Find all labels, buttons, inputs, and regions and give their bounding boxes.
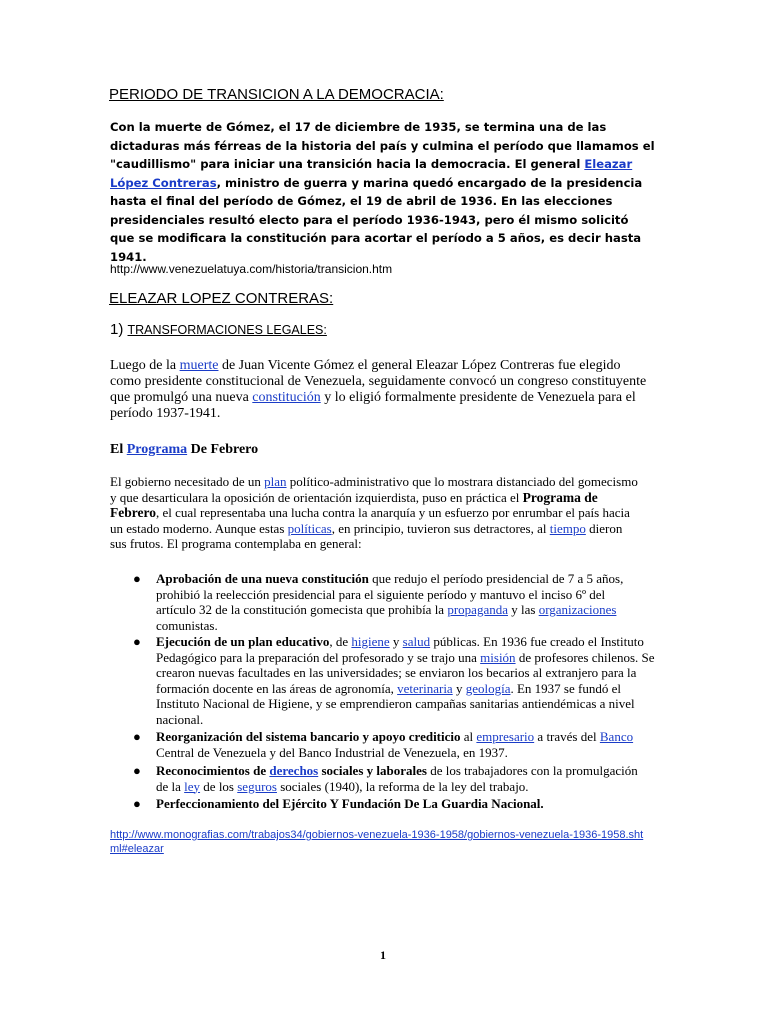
link-tiempo[interactable]: tiempo [549,520,586,536]
link-plan[interactable]: plan [264,474,287,489]
link-derechos[interactable]: derechos [269,763,319,778]
bullet-icon: ● [133,571,141,586]
link-geologia[interactable]: geología [465,680,511,696]
source-url-monografias[interactable]: http://www.monografias.com/trabajos34/gobiernos-venezuela-1936-1958/gobiernos-venezuela-1936-1958.shtml#eleazar [110,829,644,855]
link-empresario[interactable]: empresario [476,729,535,744]
link-eleazar-lopez-contreras[interactable]: Eleazar López Contreras [110,157,633,190]
link-politicas[interactable]: políticas [287,520,332,536]
link-mision[interactable]: misión [480,649,516,665]
link-banco[interactable]: Banco [599,729,634,744]
bullet-item-ejercito: ● Perfeccionamiento del Ejército Y Fundación De La Guardia Nacional. [133,796,544,811]
link-higiene[interactable]: higiene [351,634,390,649]
paragraph-lopez-contreras: Luego de la muerte de Juan Vicente Gómez el general Eleazar López Contreras fue elegido como presidente constitucional de Venezuela, seguidamente convocó un congreso constituyente que promulgó una nueva constitución y lo eligió formalmente presidente de Venezuela para el período 1937-1941. [110,358,647,421]
bullet-item-derechos: ● Reconocimientos de derechos sociales y laborales de los trabajadores con la promulgación de la ley de los seguros sociales (1940), la reforma de la ley del trabajo. [133,763,638,794]
bullet-item-educativo: ● Ejecución de un plan educativo, de higiene y salud públicas. En 1936 fue creado el Instituto Pedagógico para la preparación del profesorado y se trajo una misión de profesores chilenos. Se crearon nuevas facultades en las universidades; se enviaron los becarios al extranjero para la formación docente en las áreas de agronomía, veterinaria y geología. En 1937 se fundó el Instituto Nacional de Higiene, y se emprendieron campañas sanitarias antiendémicas a nivel nacional. [133,634,655,727]
paragraph-programa: El gobierno necesitado de un plan político-administrativo que lo mostrara distanciado del gomecismo y que desarticulara la oposición de orientación izquierdista, puso en práctica el Programa de Febrero, el cual representaba una lucha contra la anarquía y un esfuerzo por enrumbar el país hacia un estado moderno. Aunque estas políticas, en principio, tuvieron sus detractores, al tiempo dieron sus frutos. El programa contemplaba en general: [110,474,638,551]
bullet-icon: ● [133,796,141,811]
link-programa[interactable]: Programa [126,442,188,457]
heading-programa-febrero: El Programa De Febrero [110,442,259,457]
link-veterinaria[interactable]: veterinaria [397,680,453,696]
link-organizaciones[interactable]: organizaciones [538,602,617,617]
link-muerte[interactable]: muerte [179,358,219,373]
page-number: 1 [380,948,386,962]
bullet-item-bancario: ● Reorganización del sistema bancario y apoyo crediticio al empresario a través del Banco Central de Venezuela y del Banco Industrial de Venezuela, en 1937. [133,729,634,760]
link-seguros[interactable]: seguros [237,778,277,794]
source-url-venezuelatuya: http://www.venezuelatuya.com/historia/transicion.htm [110,262,393,276]
link-ley[interactable]: ley [184,778,201,794]
link-constitucion[interactable]: constitución [252,390,321,405]
bullet-icon: ● [133,634,141,649]
section-heading-eleazar: ELEAZAR LOPEZ CONTRERAS: [109,290,334,307]
bullet-icon: ● [133,729,141,744]
link-propaganda[interactable]: propaganda [447,602,508,617]
subheading-transformaciones: 1) TRANSFORMACIONES LEGALES: [110,321,327,338]
bullet-icon: ● [133,763,141,778]
link-salud[interactable]: salud [402,634,431,649]
section-heading-transicion: PERIODO DE TRANSICION A LA DEMOCRACIA: [109,86,444,103]
bullet-item-constitucion: ● Aprobación de una nueva constitución que redujo el período presidencial de 7 a 5 años, prohibió la reelección presidencial para el siguiente período y mantuvo el inciso 6º del artículo 32 de la constitución gomecista que prohibía la propaganda y las organizaciones comunistas. [133,571,624,633]
intro-paragraph: Con la muerte de Gómez, el 17 de diciembre de 1935, se termina una de las dictaduras más férreas de la historia del país y culmina el período que llamamos el "caudillismo" para iniciar una transición hacia la democracia. El general Eleazar López Contreras, ministro de guerra y marina quedó encargado de la presidencia hasta el final del período de Gómez, el 19 de abril de 1936. En las elecciones presidenciales resultó electo para el período 1936-1943, pero él mismo solicitó que se modificara la constitución para acortar el período a 5 años, es decir hasta 1941. [110,120,655,264]
